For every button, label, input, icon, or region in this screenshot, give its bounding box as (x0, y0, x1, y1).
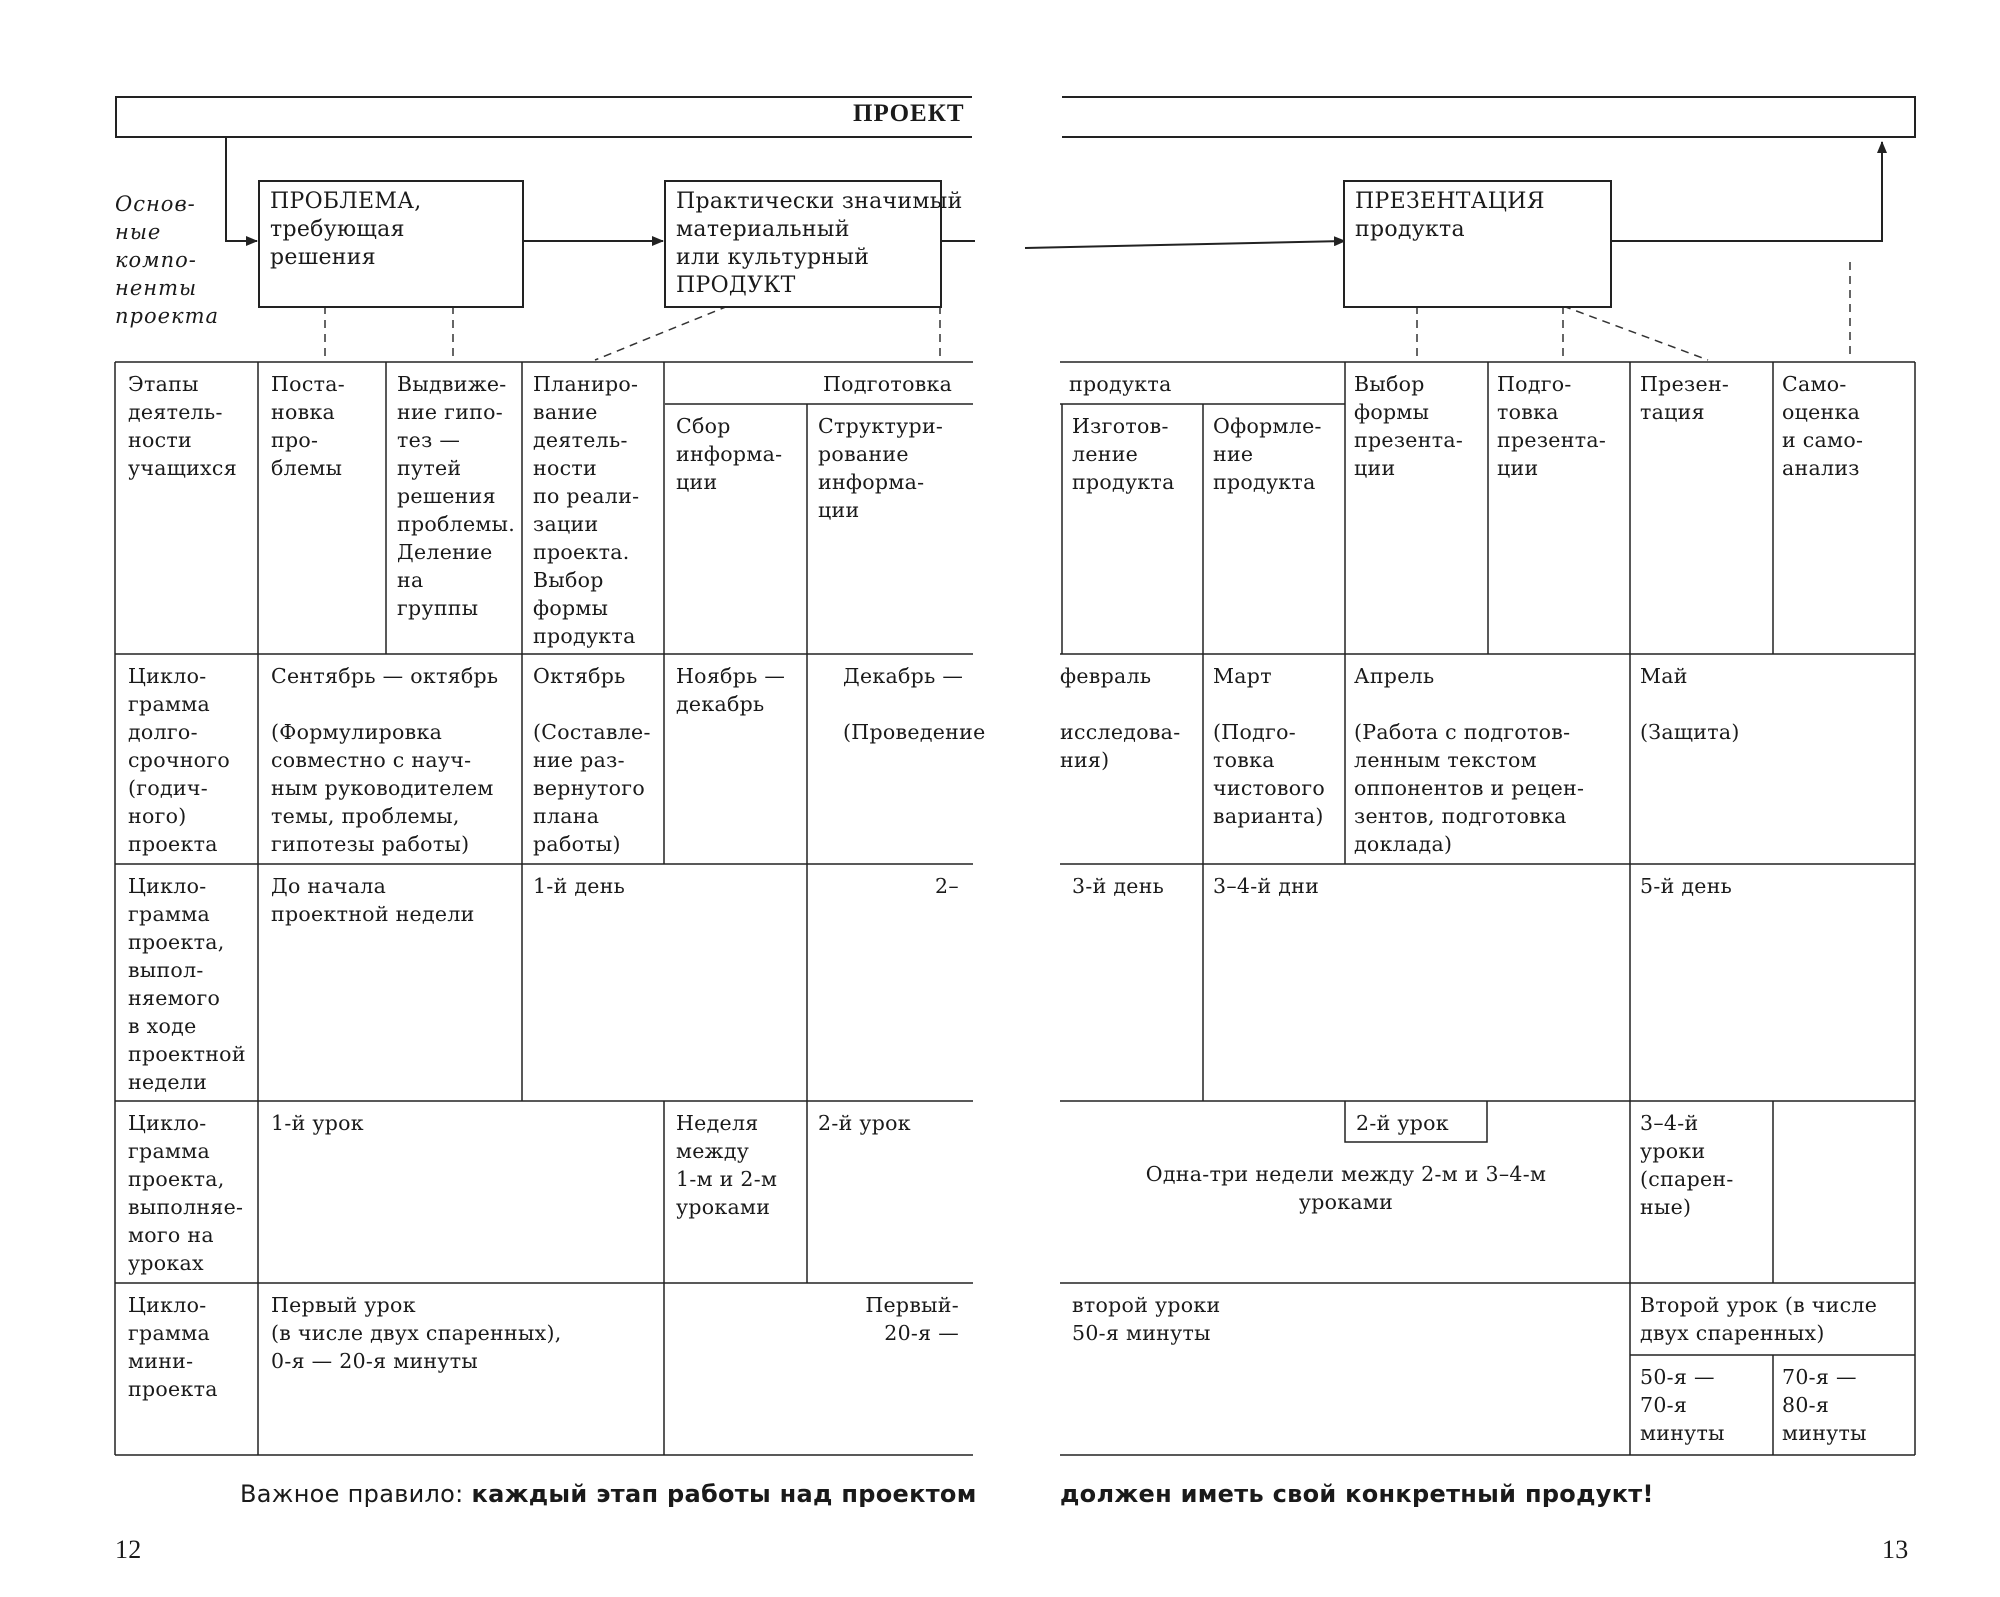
project-title: ПРОЕКТ (853, 100, 965, 127)
mini-second-lessons: второй уроки 50-я минуты (1072, 1293, 1221, 1345)
stage-preparation-right: продукта (1069, 372, 1172, 396)
stage-collection: Сбор информа- ции (676, 414, 783, 494)
lesson-2-left: 2-й урок (818, 1111, 911, 1135)
weeks-between-lessons: Одна-три недели между 2-м и 3–4-м уроками (1145, 1162, 1547, 1214)
week-before: До начала проектной недели (271, 874, 475, 926)
arrow-presentation-to-header (1610, 142, 1882, 241)
lessons-3-4: 3–4-й уроки (спарен- ные) (1640, 1111, 1734, 1219)
stage-form-choice: Выбор формы презента- ции (1354, 372, 1464, 480)
mini-first-part: Первый- 20-я — (865, 1293, 959, 1345)
presentation-text: ПРЕЗЕНТАЦИЯ продукта (1355, 189, 1545, 242)
stage-presentation-prep: Подго- товка презента- ции (1497, 372, 1607, 480)
mini-minutes-50-70: 50-я — 70-я минуты (1640, 1365, 1725, 1445)
lesson-2-box: 2-й урок (1356, 1111, 1449, 1135)
week-day-5: 5-й день (1640, 874, 1733, 898)
stages-label: Этапы деятель- ности учащихся (128, 372, 237, 480)
stage-hypotheses: Выдвиже- ние гипо- тез — путей решения проблемы. Деление на группы (397, 372, 516, 620)
week-days-3-4: 3–4-й дни (1213, 874, 1320, 898)
important-rule-right: должен иметь свой конкретный продукт! (1060, 1480, 1654, 1508)
stage-planning: Планиро- вание деятель- ности по реали- зации проекта. Выбор формы продукта (533, 372, 640, 648)
long-term-oct: Октябрь (Составле- ние раз- вернутого плана работы) (533, 664, 651, 856)
mini-first-lesson: Первый урок (в числе двух спаренных), 0-я — 20-я минуты (271, 1293, 562, 1373)
problem-box (258, 180, 524, 308)
stage-making: Изготов- ление продукта (1072, 414, 1175, 494)
week-day-2: 2– (935, 874, 959, 898)
presentation-box (1343, 180, 1612, 308)
stage-preparation-left: Подготовка (823, 372, 953, 396)
week-day-1: 1-й день (533, 874, 626, 898)
mini-project-label: Цикло- грамма мини- проекта (128, 1293, 218, 1401)
stage-design: Оформле- ние продукта (1213, 414, 1322, 494)
long-term-feb: февраль исследова- ния) (1060, 664, 1181, 772)
product-text: Практически значимый материальный или культурный ПРОДУКТ (676, 189, 963, 298)
lessons-project-label: Цикло- грамма проекта, выполняе- мого на уроках (128, 1111, 244, 1275)
page-number-left: 12 (115, 1535, 142, 1564)
week-day-3: 3-й день (1072, 874, 1165, 898)
long-term-sep-oct: Сентябрь — октябрь (Формулировка совместно с науч- ным руководителем темы, проблемы, гипотезы работы) (271, 664, 499, 856)
mini-second-lesson: Второй урок (в числе двух спаренных) (1640, 1293, 1878, 1345)
product-box (664, 180, 963, 308)
important-rule-left: Важное правило: каждый этап работы над проектом (240, 1480, 977, 1508)
arrow-product-to-presentation (1025, 241, 1345, 248)
week-between-lessons: Неделя между 1-м и 2-м уроками (676, 1111, 778, 1219)
arrow-header-to-problem (226, 137, 257, 241)
stage-presentation: Презен- тация (1640, 372, 1730, 424)
stage-structuring: Структури- рование информа- ции (818, 414, 944, 522)
long-term-dec: Декабрь — (Проведение (843, 664, 986, 744)
lesson-1: 1-й урок (271, 1111, 364, 1135)
page-number-right: 13 (1882, 1535, 1909, 1564)
long-term-may: Май (Защита) (1640, 664, 1740, 744)
stage-self-evaluation: Само- оценка и само- анализ (1782, 372, 1864, 480)
long-term-mar: Март (Подго- товка чистового варианта) (1213, 664, 1326, 828)
problem-text: ПРОБЛЕМА, требующая решения (270, 189, 422, 270)
stage-problem-statement: Поста- новка про- блемы (271, 372, 345, 480)
long-term-apr: Апрель (Работа с подготов- ленным текстом оппонентов и рецен- зентов, подготовка доклада) (1354, 664, 1585, 856)
mini-minutes-70-80: 70-я — 80-я минуты (1782, 1365, 1867, 1445)
long-term-label: Цикло- грамма долго- срочного (годич- ного) проекта (128, 664, 230, 856)
header-bar-right (1062, 97, 1915, 137)
long-term-nov-dec: Ноябрь — декабрь (676, 664, 786, 716)
week-project-label: Цикло- грамма проекта, выпол- няемого в ходе проектной недели (128, 874, 246, 1094)
header-bar-left (116, 97, 972, 137)
components-label: Основ- ные компо- ненты проекта (115, 192, 220, 328)
